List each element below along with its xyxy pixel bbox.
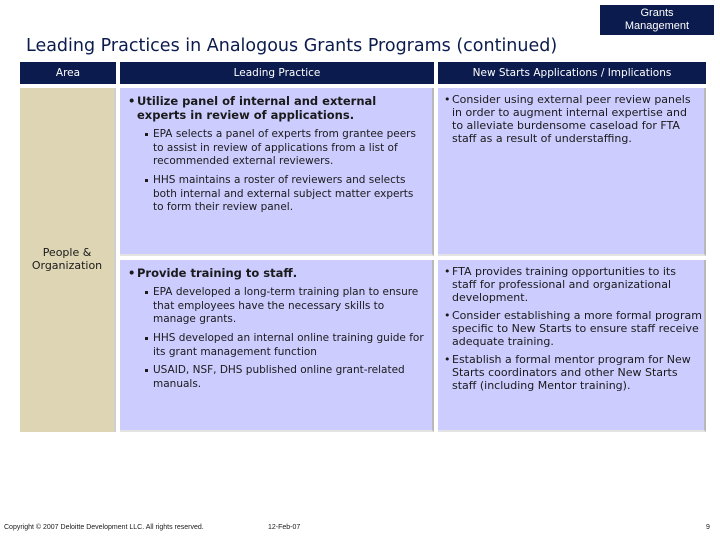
practice-sub-text: HHS maintains a roster of reviewers and selects both internal and external subject matter experts to form their review panel. <box>153 174 414 213</box>
bullet-dot: • <box>444 309 451 322</box>
implication-text: Consider using external peer review panels in order to augment internal expertise and to alleviate burdensome caseload for FTA staff as a result of understaffing. <box>452 93 691 145</box>
implication-cell-1 <box>438 88 706 256</box>
practice-sub-bullet <box>153 128 425 169</box>
square-bullet <box>145 337 148 340</box>
implication-text: FTA provides training opportunities to its staff for professional and organizational development. <box>452 265 676 304</box>
page-title: Leading Practices in Analogous Grants Programs (continued) <box>26 36 558 56</box>
square-bullet <box>145 369 148 372</box>
practice-sub-text: USAID, NSF, DHS published online grant-related manuals. <box>153 364 405 390</box>
badge-line-1: Grants <box>640 7 674 19</box>
practice-sub-bullet <box>153 332 425 359</box>
implication-bullet <box>444 309 702 348</box>
practice-main-bullet <box>128 266 417 280</box>
practice-sub-text: HHS developed an internal online training guide for its grant management function <box>153 332 424 358</box>
implication-text: Establish a formal mentor program for New Starts coordinators and other New Starts staff (including Mentor training). <box>452 353 691 392</box>
footer-copyright: Copyright © 2007 Deloitte Development LLC. All rights reserved. <box>4 524 204 531</box>
practice-sub-text: EPA selects a panel of experts from grantee peers to assist in review of applications from a list of recommended external reviewers. <box>153 128 416 167</box>
section-badge <box>600 5 714 35</box>
bullet-dot: • <box>444 93 451 106</box>
bullet-dot: • <box>128 266 136 280</box>
bullet-dot: • <box>128 94 136 108</box>
implication-bullet <box>444 265 702 304</box>
implication-cell-2 <box>438 260 706 432</box>
header-leading-practice: Leading Practice <box>120 62 434 84</box>
footer-date: 12-Feb-07 <box>268 524 301 531</box>
area-column <box>20 88 116 432</box>
practice-cell-2 <box>120 260 434 432</box>
area-label: People & Organization <box>31 246 103 272</box>
practice-sub-bullet <box>153 364 425 391</box>
practice-sub-bullet <box>153 286 425 327</box>
square-bullet <box>145 179 148 182</box>
practice-main-text: Provide training to staff. <box>137 266 298 280</box>
bullet-dot: • <box>444 353 451 366</box>
implication-bullet <box>444 93 700 145</box>
practice-sub-text: EPA developed a long-term training plan to ensure that employees have the necessary skills to manage grants. <box>153 286 419 325</box>
badge-line-2: Management <box>624 20 690 32</box>
header-area: Area <box>20 62 116 84</box>
practice-main-text: Utilize panel of internal and external experts in review of applications. <box>137 94 377 122</box>
implication-text: Consider establishing a more formal program specific to New Starts to ensure staff receive adequate training. <box>452 309 702 348</box>
square-bullet <box>145 291 148 294</box>
bullet-dot: • <box>444 265 451 278</box>
header-implications: New Starts Applications / Implications <box>438 62 706 84</box>
square-bullet <box>145 133 148 136</box>
practice-sub-bullet <box>153 174 425 215</box>
implication-bullet <box>444 353 702 392</box>
practice-main-bullet <box>128 94 417 122</box>
page-number: 9 <box>706 524 710 531</box>
practice-cell-1 <box>120 88 434 256</box>
